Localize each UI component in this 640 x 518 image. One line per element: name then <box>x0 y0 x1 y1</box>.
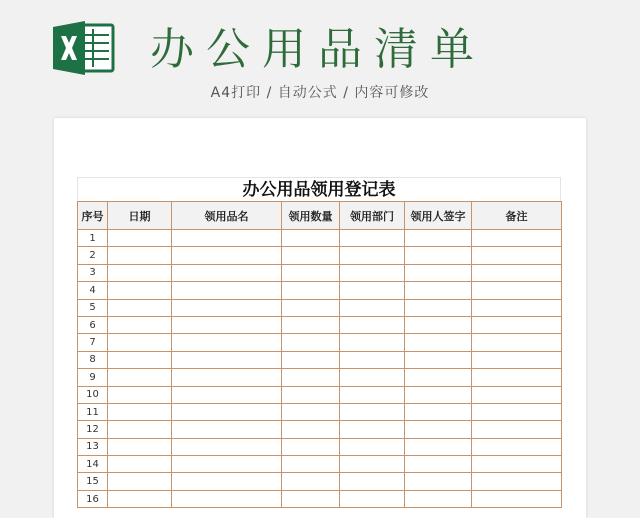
cell-item-name[interactable] <box>172 230 282 247</box>
cell-row-number[interactable]: 12 <box>78 421 108 438</box>
cell-department[interactable] <box>340 456 405 473</box>
column-header-index[interactable]: 序号 <box>78 202 108 230</box>
table-row <box>78 473 562 490</box>
cell-department[interactable] <box>340 230 405 247</box>
cell-date[interactable] <box>108 351 172 368</box>
cell-notes[interactable] <box>472 264 562 281</box>
cell-quantity[interactable] <box>282 386 340 403</box>
cell-row-number[interactable]: 16 <box>78 490 108 507</box>
cell-row-number[interactable]: 9 <box>78 369 108 386</box>
cell-department[interactable] <box>340 264 405 281</box>
cell-department[interactable] <box>340 351 405 368</box>
cell-signature[interactable] <box>405 247 472 264</box>
cell-quantity[interactable] <box>282 316 340 333</box>
table-header-row <box>78 202 562 230</box>
cell-quantity[interactable] <box>282 473 340 490</box>
page-header <box>0 0 640 118</box>
cell-department[interactable] <box>340 386 405 403</box>
cell-date[interactable] <box>108 264 172 281</box>
cell-signature[interactable] <box>405 438 472 455</box>
table-row <box>78 490 562 507</box>
cell-date[interactable] <box>108 403 172 420</box>
cell-quantity[interactable] <box>282 421 340 438</box>
cell-notes[interactable] <box>472 386 562 403</box>
table-row <box>78 264 562 281</box>
table-body <box>78 230 562 508</box>
cell-date[interactable] <box>108 230 172 247</box>
cell-item-name[interactable] <box>172 334 282 351</box>
cell-signature[interactable] <box>405 456 472 473</box>
cell-department[interactable] <box>340 369 405 386</box>
column-header-quantity[interactable]: 领用数量 <box>282 202 340 230</box>
cell-item-name[interactable] <box>172 282 282 299</box>
table-row <box>78 299 562 316</box>
cell-notes[interactable] <box>472 299 562 316</box>
register-table <box>77 201 562 508</box>
cell-date[interactable] <box>108 473 172 490</box>
sheet-title: 办公用品领用登记表 <box>77 177 561 201</box>
cell-date[interactable] <box>108 421 172 438</box>
table-row <box>78 230 562 247</box>
cell-item-name[interactable] <box>172 316 282 333</box>
cell-item-name[interactable] <box>172 264 282 281</box>
cell-row-number[interactable]: 11 <box>78 403 108 420</box>
cell-signature[interactable] <box>405 473 472 490</box>
cell-notes[interactable] <box>472 369 562 386</box>
cell-date[interactable] <box>108 490 172 507</box>
cell-department[interactable] <box>340 247 405 264</box>
cell-quantity[interactable] <box>282 264 340 281</box>
cell-department[interactable] <box>340 316 405 333</box>
cell-signature[interactable] <box>405 334 472 351</box>
cell-notes[interactable] <box>472 490 562 507</box>
cell-signature[interactable] <box>405 299 472 316</box>
cell-quantity[interactable] <box>282 490 340 507</box>
cell-notes[interactable] <box>472 230 562 247</box>
table-row <box>78 421 562 438</box>
column-header-signature[interactable]: 领用人签字 <box>405 202 472 230</box>
cell-signature[interactable] <box>405 264 472 281</box>
table-row <box>78 334 562 351</box>
cell-item-name[interactable] <box>172 247 282 264</box>
cell-item-name[interactable] <box>172 438 282 455</box>
cell-item-name[interactable] <box>172 403 282 420</box>
cell-item-name[interactable] <box>172 490 282 507</box>
cell-quantity[interactable] <box>282 403 340 420</box>
cell-signature[interactable] <box>405 369 472 386</box>
table-row <box>78 438 562 455</box>
cell-row-number[interactable]: 6 <box>78 316 108 333</box>
cell-notes[interactable] <box>472 421 562 438</box>
column-header-notes[interactable]: 备注 <box>472 202 562 230</box>
cell-department[interactable] <box>340 438 405 455</box>
cell-notes[interactable] <box>472 334 562 351</box>
cell-department[interactable] <box>340 282 405 299</box>
page-title: 办公用品清单 <box>150 24 486 75</box>
cell-quantity[interactable] <box>282 230 340 247</box>
cell-signature[interactable] <box>405 490 472 507</box>
cell-item-name[interactable] <box>172 456 282 473</box>
cell-row-number[interactable]: 15 <box>78 473 108 490</box>
cell-notes[interactable] <box>472 473 562 490</box>
cell-item-name[interactable] <box>172 351 282 368</box>
cell-date[interactable] <box>108 247 172 264</box>
cell-department[interactable] <box>340 334 405 351</box>
cell-quantity[interactable] <box>282 456 340 473</box>
cell-quantity[interactable] <box>282 438 340 455</box>
cell-date[interactable] <box>108 299 172 316</box>
cell-department[interactable] <box>340 403 405 420</box>
table-row <box>78 351 562 368</box>
cell-department[interactable] <box>340 299 405 316</box>
cell-notes[interactable] <box>472 282 562 299</box>
table-row <box>78 247 562 264</box>
cell-date[interactable] <box>108 386 172 403</box>
cell-row-number[interactable]: 2 <box>78 247 108 264</box>
cell-item-name[interactable] <box>172 369 282 386</box>
cell-quantity[interactable] <box>282 351 340 368</box>
table-row <box>78 403 562 420</box>
cell-notes[interactable] <box>472 351 562 368</box>
cell-row-number[interactable]: 1 <box>78 230 108 247</box>
column-header-department[interactable]: 领用部门 <box>340 202 405 230</box>
cell-row-number[interactable]: 8 <box>78 351 108 368</box>
cell-row-number[interactable]: 14 <box>78 456 108 473</box>
cell-item-name[interactable] <box>172 421 282 438</box>
table-row <box>78 456 562 473</box>
cell-signature[interactable] <box>405 230 472 247</box>
cell-quantity[interactable] <box>282 299 340 316</box>
cell-row-number[interactable]: 3 <box>78 264 108 281</box>
cell-date[interactable] <box>108 369 172 386</box>
cell-date[interactable] <box>108 456 172 473</box>
cell-date[interactable] <box>108 438 172 455</box>
cell-quantity[interactable] <box>282 282 340 299</box>
cell-signature[interactable] <box>405 386 472 403</box>
cell-department[interactable] <box>340 490 405 507</box>
table-row <box>78 282 562 299</box>
cell-date[interactable] <box>108 334 172 351</box>
cell-department[interactable] <box>340 421 405 438</box>
cell-item-name[interactable] <box>172 473 282 490</box>
excel-icon <box>51 19 115 77</box>
cell-date[interactable] <box>108 316 172 333</box>
cell-item-name[interactable] <box>172 386 282 403</box>
cell-row-number[interactable]: 5 <box>78 299 108 316</box>
cell-notes[interactable] <box>472 403 562 420</box>
cell-notes[interactable] <box>472 456 562 473</box>
cell-quantity[interactable] <box>282 247 340 264</box>
cell-signature[interactable] <box>405 403 472 420</box>
cell-notes[interactable] <box>472 316 562 333</box>
cell-notes[interactable] <box>472 438 562 455</box>
page-subtitle: A4打印 / 自动公式 / 内容可修改 <box>210 85 430 101</box>
cell-row-number[interactable]: 13 <box>78 438 108 455</box>
cell-signature[interactable] <box>405 421 472 438</box>
table-row <box>78 316 562 333</box>
cell-department[interactable] <box>340 473 405 490</box>
cell-signature[interactable] <box>405 316 472 333</box>
cell-notes[interactable] <box>472 247 562 264</box>
cell-item-name[interactable] <box>172 299 282 316</box>
table-row <box>78 369 562 386</box>
cell-quantity[interactable] <box>282 334 340 351</box>
table-row <box>78 386 562 403</box>
cell-date[interactable] <box>108 282 172 299</box>
cell-row-number[interactable]: 7 <box>78 334 108 351</box>
cell-row-number[interactable]: 4 <box>78 282 108 299</box>
cell-signature[interactable] <box>405 351 472 368</box>
cell-signature[interactable] <box>405 282 472 299</box>
column-header-item-name[interactable]: 领用品名 <box>172 202 282 230</box>
cell-quantity[interactable] <box>282 369 340 386</box>
cell-row-number[interactable]: 10 <box>78 386 108 403</box>
column-header-date[interactable]: 日期 <box>108 202 172 230</box>
